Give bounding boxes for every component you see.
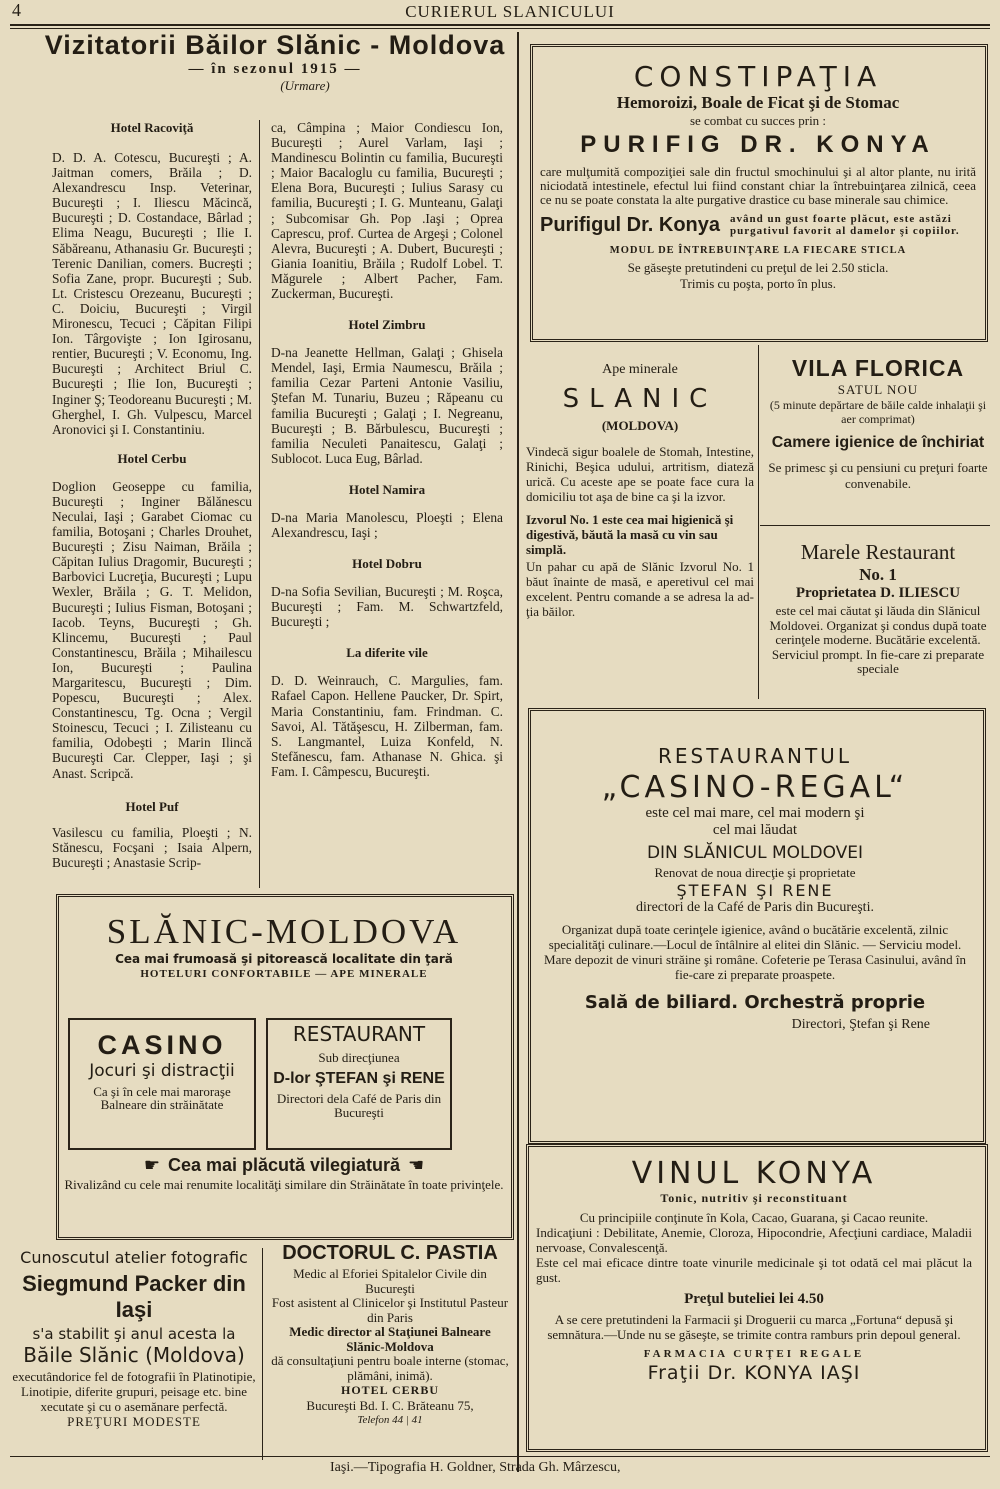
visitors-article-subtitle: — în sezonul 1915 — <box>188 61 362 77</box>
ad-doctor-l1: Medic al Eforiei Spitalelor Civile din Bucureşti <box>293 1266 487 1296</box>
visitors-article-title: Vizitatorii Băilor Slănic - Moldova <box>44 30 506 60</box>
ad-marele-restaurant <box>768 540 988 677</box>
ad-vila-florica <box>768 355 988 492</box>
ad-slanic-rest-title: RESTAURANT <box>292 1022 426 1046</box>
ad-vinul-sub: Tonic, nutritiv şi reconstituant <box>660 1191 848 1205</box>
ad-constipatia-title: CONSTIPAŢIA <box>633 60 883 93</box>
ad-slanic-rest-l3: Directori dela Café de Paris din Bucureşti <box>276 1091 442 1120</box>
ad-photo-l2: Siegmund Packer din Iaşi <box>22 1271 246 1322</box>
ad-casino-regal-l1: este cel mai mare, cel mai modern şi <box>645 805 865 821</box>
ad-casino-regal-body: Organizat după toate cerinţele igienice, având o bucătărie excelentă, zilnic specialităţi culinare.—Locul de întâlnire al elitei din Slănic. — Serviciu model. Mare depozit de vinuri străine şi române. Cofeterie pe Terasa Casinului, având în fie-care zi preparate proaspete. <box>544 922 966 982</box>
ad-slanic-rest-l1: Sub direcţiunea <box>318 1050 400 1065</box>
ad-vinul-l2: Indicaţiuni : Debilitate, Anemie, Cloroza, Hipocondrie, Afecţiuni cardiace, Maladii nervoase, Convalescenţă. <box>536 1225 972 1255</box>
ad-photo-l4: Băile Slănic (Moldova) <box>23 1343 245 1367</box>
ad-vila-title: VILA FLORICA <box>791 355 965 381</box>
ad-slanic-title: SLĂNIC-MOLDOVA <box>106 912 462 951</box>
ad-constipatia-body: care mulţumită compoziţiei sale din fructul smochinului şi al altor plante, nu irită niciodată intestinele, efectul lui fiind constant chiar la întrebuinţarea zilnică, ceea ce nu se poate constata la alte purgative drastice cu base minerale sau chimice. <box>540 164 976 207</box>
hotel-cerbu-text: Doglion Geoseppe cu familia, Bucureşti ; Inginer Bălănescu Neculai, Iaşi ; Garabet Ciomac cu familia, Botoşani ; Charles Drouhet, Bucureşti ; Zisu Naiman, Brăila ; Căpitan Iulius Dragomir, Bucureşti ; Barbovici Lucreţia, Bucureşti ; Lupu Wexler, Brăila ; G. T. Melidon, Bucureşti ; Iulius Fisman, Botoşani ; Iacob. Teyns, Bucureşti ; Gh. Klincemu, Bucureşti ; Paul Constantinescu, Brăila ; Mihailescu Ion, Bucureşti ; Paulina Margaritescu, Bucureşti ; Dim. Popescu, Bucureşti ; Alex. Constantinescu, Tg. Ocna ; Vergil Stoinescu, Tecuci ; I. Zilisteanu cu familia, Odobeşti ; Marin Ilincă Bucureşti Car. Clepper, Iaşi ; şi Anast. Scripcă. <box>52 478 252 781</box>
ad-marele-no: No. 1 <box>859 565 897 584</box>
various-villas-title: La diferite vile <box>346 645 428 661</box>
ad-casino-regal-sign: Directori, Ştefan şi Rene <box>791 1017 930 1032</box>
ad-slanic-rival: Rivalizând cu cele mai renumite localităţi similare din Străinătate în toate privinţele. <box>64 1177 504 1192</box>
hotel-puf-title: Hotel Puf <box>125 798 179 814</box>
ad-doctor-l3: Medic director al Staţiunei Balneare Slănic-Moldova <box>289 1324 491 1354</box>
ad-doctor-l4: dă consultaţiuni pentru boale interne (stomac, plămâni, inimă). <box>271 1353 509 1383</box>
ad-casino-regal-l2: cel mai lăudat <box>712 822 798 838</box>
ad-casino-regal-l4: Renovat de noua direcţie şi proprietate <box>654 865 856 880</box>
ad-casino-regal <box>540 744 970 1033</box>
ad-doctor <box>270 1242 510 1426</box>
ad-divider-vertical <box>758 345 759 699</box>
ad-doctor-l5: HOTEL CERBU <box>340 1383 440 1397</box>
ad-photo-prices: PREŢURI MODESTE <box>67 1414 201 1429</box>
page-column-divider <box>517 32 519 1472</box>
ad-constipatia-mode: MODUL DE ÎNTREBUINŢARE LA FIECARE STICLA <box>609 245 907 256</box>
ad-vinul-bottom: Fraţii Dr. KONYA IAŞI <box>647 1362 861 1384</box>
ad-photo <box>12 1248 256 1430</box>
ad-vila-l2: (5 minute depărtare de băile calde inhalaţii şi aer comprimat) <box>769 398 987 426</box>
ad-slanic-vilegiatura: Cea mai plăcută vilegiatură <box>167 1155 401 1175</box>
ad-vila-l3: Camere igienice de închiriat <box>771 434 985 451</box>
ad-casino-regal-pre: RESTAURANTUL <box>658 744 852 768</box>
visitors-article-title-block <box>40 30 510 94</box>
ad-ape-line1: Ape minerale <box>602 362 678 377</box>
ad-doctor-l7: Telefon 44 | 41 <box>357 1414 423 1426</box>
ad-vinul-l4: A se cere pretutindeni la Farmacii şi Droguerii cu marca „Fortuna“ depusă şi semnătura.—Unde nu se găseşte, se trimite contra ramburs prin depoul general. <box>547 1312 961 1342</box>
ad-constipatia-price: Se găseşte pretutindeni cu preţul de lei 2.50 sticla. <box>627 260 889 275</box>
hotel-zimbru-title: Hotel Zimbru <box>348 317 426 333</box>
header-rule-2 <box>10 28 990 29</box>
footer-rule <box>10 1456 990 1457</box>
ad-constipatia-post: Trimis cu poşta, porto în plus. <box>680 276 836 291</box>
ad-marele-title: Marele Restaurant <box>800 540 956 564</box>
ad-ape-bold: Izvorul No. 1 este cea mai higienică şi digestivă, băută la masă cu vin sau simplă. <box>526 512 734 557</box>
ad-photo-l3: s'a stabilit şi anul acesta la <box>32 1325 236 1343</box>
ad-casino-regal-owners: ŞTEFAN ŞI RENE <box>676 881 834 900</box>
ad-slanic-casino-title: CASINO <box>97 1030 227 1060</box>
ad-casino-regal-l5: directori de la Café de Paris din Bucureşti. <box>636 900 874 915</box>
ad-slanic-bottom <box>64 1155 504 1192</box>
ad-ape-minerale <box>526 362 754 619</box>
ad-vila-l4: Se primesc şi cu pensiuni cu preţuri foarte convenabile. <box>768 460 988 491</box>
hotel-zimbru-text: D-na Jeanette Hellman, Galaţi ; Ghisela Mendel, Iaşi, Ermia Naumescu, Brăila ; familia Cezar Parteni Antonie Vasiliu, Ştefan M. Tunariu, Buzeu ; Răpeanu cu familia Bucureşti ; Galaţi ; I. Negreanu, Bucureşti ; B. Bărbulescu, Bucureşti ; familia Neculeti Panaitescu, Galaţi ; Sublocot. Luca Eug, Bârlad. <box>271 345 503 466</box>
ad-vinul-pharmacy: FARMACIA CURŢEI REGALE <box>643 1348 865 1360</box>
ad-slanic-casino-body: Ca şi în cele mai maroraşe Balneare din străinătate <box>93 1084 231 1112</box>
ad-photo-body: executândorice fel de fotografii în Platinotipie, Linotipie, diferite grupuri, peisage etc. bine xecutate şi cu o asemănare perfectă. <box>12 1369 256 1414</box>
ad-ape-body2: Un pahar cu apă de Slănic Izvorul No. 1 băut înainte de masă, e aperetivul cel mai excelent. Pentru comande a se adresa la ad-ţia băilor. <box>526 559 754 619</box>
ad-constipatia-brand2-side: având un gust foarte plăcut, este astăzi purgativul favorit al damelor şi copiilor. <box>730 213 960 237</box>
hotel-cerbu-title: Hotel Cerbu <box>117 450 187 466</box>
ad-photo-divider <box>262 1248 263 1460</box>
hotel-racovita-title: Hotel Racoviţă <box>110 120 194 135</box>
header-rule <box>10 24 990 26</box>
ad-vinul-konya <box>536 1156 972 1384</box>
ad-doctor-title: DOCTORUL C. PASTIA <box>282 1242 498 1264</box>
various-villas-text: D. D. Weinrauch, C. Margulies, fam. Rafael Capon. Hellene Paucker, Dr. Spirt, Maria Constantiniu, fam. Frindman. C. Savoi, Al. Tătăşescu, H. Zilberman, fam. S. Langmantel, Luiza Konfeld, N. Stefănescu, fam. Athanase N. Ghica. şi Fam. I. Câmpescu, Bucureşti. <box>271 673 503 779</box>
hotel-dobru-title: Hotel Dobru <box>352 556 422 572</box>
ad-divider-horizontal <box>760 525 990 526</box>
hotel-dobru-text: D-na Sofia Sevilian, Bucureşti ; M. Roşca, Bucureşti ; Fam. M. Schwartzfeld, Bucureşti ; <box>271 584 503 630</box>
ad-constipatia-line1: se combat cu succes prin : <box>689 113 827 128</box>
ad-marele-body: este cel mai căutat şi lăuda din Slănicul Moldovei. Organizat şi condus după toate cerinţele moderne. Bucătărie excelentă. Serviciul prompt. In fie-care zi preparate speciale <box>769 603 987 677</box>
hotel-namira-text: D-na Maria Manolescu, Ploeşti ; Elena Alexandrescu, Iaşi ; <box>271 509 503 540</box>
ad-casino-regal-l3: DIN SLĂNICUL MOLDOVEI <box>646 843 864 863</box>
article-column-2 <box>271 120 503 779</box>
ad-vinul-l1: Cu principiile conţinute în Kola, Cacao, Guarana, şi Cacao reunite. <box>579 1210 929 1225</box>
ad-slanic-l2: HOTELURI CONFORTABILE — APE MINERALE <box>140 968 428 980</box>
visitors-article-continued: (Urmare) <box>280 78 330 93</box>
ad-constipatia-brand2: Purifigul Dr. Konya <box>540 213 721 236</box>
ad-marele-owner: Proprietatea D. ILIESCU <box>795 585 961 601</box>
ad-slanic-l1: Cea mai frumoasă şi pitorească localitate din ţară <box>115 952 453 966</box>
ad-constipatia-brand: PURIFIG DR. KONYA <box>580 131 936 158</box>
hotel-racovita-text: D. D. A. Cotescu, Bucureşti ; A. Jaitman comers, Brăila ; D. Alexandrescu Insp. Veterinar, Bucureşti ; I. Iliescu Măcincă, Bucureşti ; D. Costandace, Bârlad ; Elima Neagu, Bucureşti ; Ilie I. Săbăreanu, Athanasiu Gr. Bucureşti ; Terenic Danilian, comers. Bucreşti ; Sofia Zane, propr. Bucureşti ; Sub. Lt. Cristescu Orezeanu, Bucureşti ; C. Doiciu, Bucureşti ; Virgil Mironescu, Tecuci ; Căpitan Filipi Ion. Târgovişte ; Ion Igirosanu, rentier, Bucureşti ; V. Economu, Ing. Bucureşti ; Architect Briul C. Bucureşti ; Ilie Ion, Bucureşti ; Inginer Ş; Teodoreanu Bucureşti ; M. Gherghel, I. Gh. Vulpescu, Marcel Aronovici şi I. Constantiniu. <box>52 150 252 437</box>
ad-slanic-rest-l2: D-lor ŞTEFAN şi RENE <box>273 1070 445 1087</box>
page-number: 4 <box>12 0 21 20</box>
ad-slanic-restaurant <box>270 1022 448 1120</box>
ad-slanic-casino <box>72 1030 252 1111</box>
hotel-namira-title: Hotel Namira <box>348 481 426 497</box>
footer-imprint: Iaşi.—Tipografia H. Goldner, Strada Gh. Mârzescu, <box>330 1460 621 1475</box>
ad-casino-regal-billiard: Sală de biliard. Orchestră proprie <box>584 992 926 1013</box>
pointing-hand-icon-right: ☚ <box>408 1155 425 1176</box>
ad-vinul-l3: Este cel mai eficace dintre toate vinurile medicinale şi tot odată cel mai plăcut la gust. <box>536 1255 972 1285</box>
hotel-puf-text-continued: ca, Câmpina ; Maior Condiescu Ion, Bucureşti ; Aurel Varlam, Iaşi ; Mandinescu Bolintin cu familia, Bucureşti ; Maior Bacaloglu cu familia, Bucureşti ; Elena Bora, Bucureşti ; Iulius Sarasy cu familia, Bucureşti ; I. G. Munteanu, Galaţi ; Subcomisar Gh. Pop .Iaşi ; Oprea Caprescu, prof. Curtea de Argeşi ; Colonel Alevra, Bucureşti ; A. Dubert, Bucureşti ; Giania Ioanitiu, Brăila ; Rudolf Lobel. T. Măgurele ; Albert Pacher, Fam. Zuckerman, Bucureşti. <box>271 120 503 302</box>
ad-slanic-casino-sub: Jocuri şi distracţii <box>89 1061 235 1081</box>
ad-ape-place: (MOLDOVA) <box>601 418 679 433</box>
ad-vila-l1: SATUL NOU <box>837 382 919 397</box>
ad-slanic-moldova <box>64 912 504 980</box>
ad-casino-regal-title: „CASINO-REGAL“ <box>601 770 909 805</box>
ad-photo-l1: Cunoscutul atelier fotografic <box>20 1248 248 1267</box>
ad-constipatia <box>540 60 976 292</box>
ad-ape-title: SLANIC <box>562 384 718 414</box>
pointing-hand-icon-left: ☛ <box>143 1155 160 1176</box>
column-divider <box>259 120 260 888</box>
article-column-1 <box>52 120 252 870</box>
ad-constipatia-subtitle: Hemoroizi, Boale de Ficat şi de Stomac <box>616 93 900 112</box>
hotel-puf-text: Vasilescu cu familia, Ploeşti ; N. Stănescu, Focşani ; Isaia Alpern, Bucureşti ; Anastasie Scrip- <box>52 824 252 870</box>
ad-vinul-title: VINUL KONYA <box>631 1156 877 1191</box>
ad-vinul-price: Preţul buteliei lei 4.50 <box>684 1291 824 1307</box>
ad-ape-body1: Vindecă sigur boalele de Stomah, Intestine, Rinichi, Beşica udului, artritism, diateză urică. Cu aceste ape se poate face cura la domiciliu tot aşa de bine ca şi la izvor. <box>526 444 754 504</box>
ad-doctor-l2: Fost asistent al Clinicelor şi Institutul Pasteur din Paris <box>271 1295 509 1325</box>
ad-doctor-l6: Bucureşti Bd. I. C. Brăteanu 75, <box>306 1398 474 1413</box>
newspaper-name: CURIERUL SLANICULUI <box>405 2 615 21</box>
